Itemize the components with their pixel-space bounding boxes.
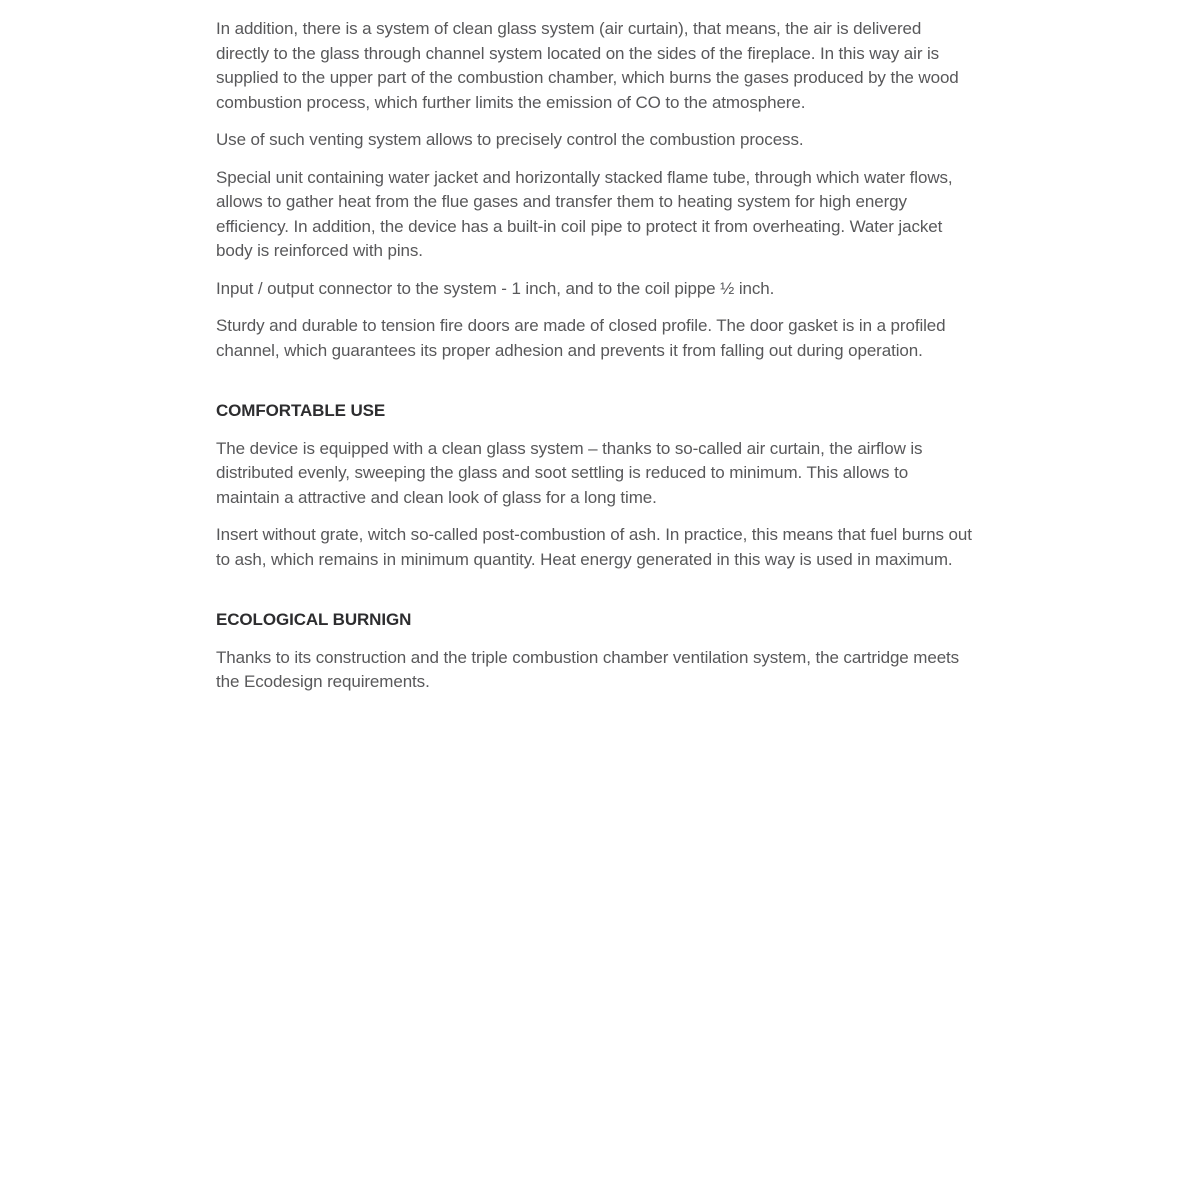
section-heading-comfortable-use: COMFORTABLE USE — [216, 401, 386, 420]
ecological-burning-section — [216, 608, 973, 695]
intro-section — [216, 17, 973, 363]
paragraph-venting-system: Use of such venting system allows to precisely control the combustion process. — [216, 130, 804, 149]
section-heading-ecological-burning: ECOLOGICAL BURNIGN — [216, 610, 412, 629]
paragraph-fire-doors: Sturdy and durable to tension fire doors are made of closed profile. The door gasket is in a profiled channel, which guarantees its proper adhesion and prevents it from falling out during operation. — [216, 316, 946, 360]
paragraph-ecodesign: Thanks to its construction and the triple combustion chamber ventilation system, the cartridge meets the Ecodesign requirements. — [216, 647, 960, 691]
comfortable-use-section — [216, 399, 973, 572]
paragraph-insert-without-grate: Insert without grate, witch so-called post-combustion of ash. In practice, this means that fuel burns out to ash, which remains in minimum quantity. Heat energy generated in this way is used in maximum. — [216, 525, 972, 569]
paragraph-connectors: Input / output connector to the system - 1 inch, and to the coil pippe ½ inch. — [216, 278, 775, 298]
text-column — [216, 17, 973, 708]
paragraph-clean-glass-system: In addition, there is a system of clean glass system (air curtain), that means, the air is delivered directly to the glass through channel system located on the sides of the fireplace. In this way air is supplied to the upper part of the combustion chamber, which burns the gases produced by the wood combustion process, which further limits the emission of CO to the atmosphere. — [216, 19, 959, 112]
paragraph-water-jacket: Special unit containing water jacket and horizontally stacked flame tube, through which water flows, allows to gather heat from the flue gases and transfer them to heating system for high energy efficiency. In addition, the device has a built-in coil pipe to protect it from overheating. Water jacket body is reinforced with pins. — [216, 167, 953, 260]
paragraph-air-curtain: The device is equipped with a clean glass system – thanks to so-called air curtain, the airflow is distributed evenly, sweeping the glass and soot settling is reduced to minimum. This allows to maintain a attractive and clean look of glass for a long time. — [216, 438, 923, 507]
